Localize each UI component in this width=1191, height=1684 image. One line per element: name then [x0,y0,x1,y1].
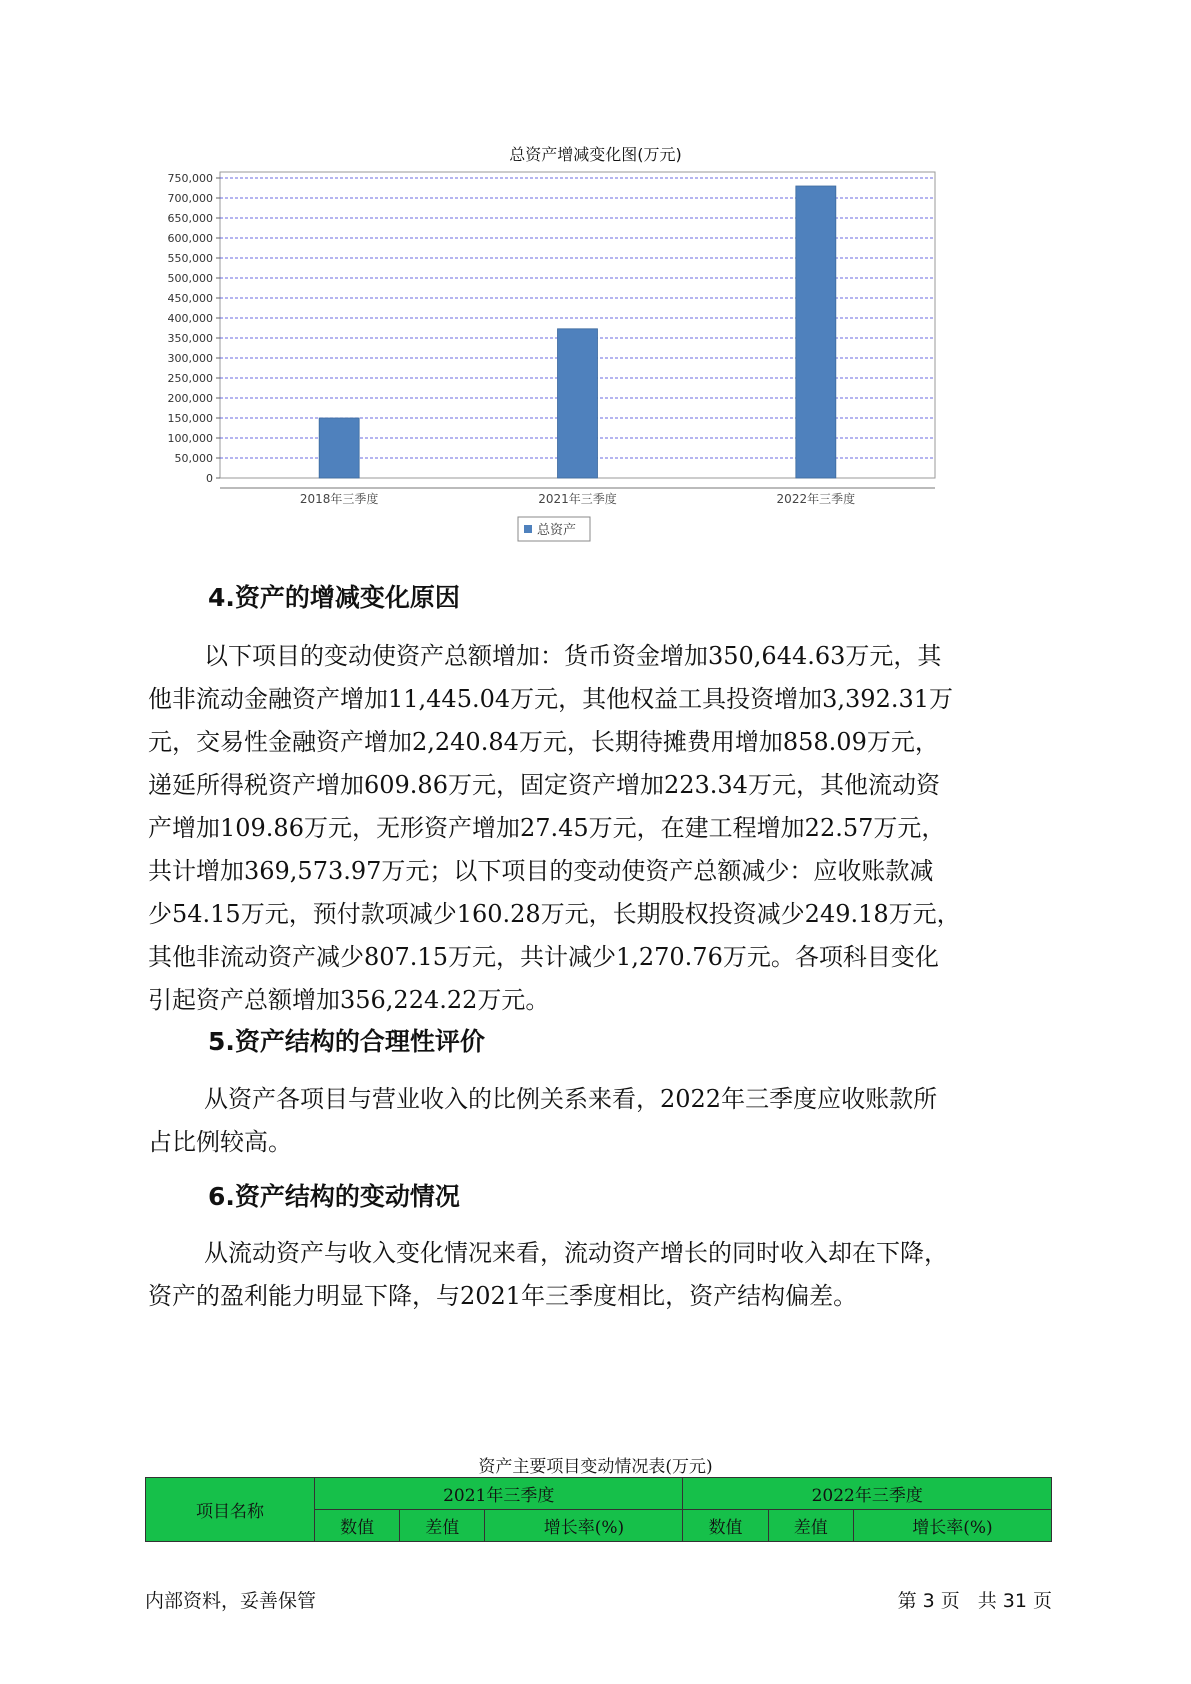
total-pages: 31 [1002,1590,1027,1612]
table-header-period-2021: 2021年三季度 [315,1478,683,1510]
page-label-mid: 页 [940,1590,960,1612]
legend-swatch [524,525,532,533]
asset-change-table [145,1477,1052,1542]
y-tick-label: 750,000 [167,172,213,185]
legend-label: 总资产 [537,523,577,538]
table-header-item-name: 项目名称 [146,1478,315,1542]
section6-line: 从流动资产与收入变化情况来看，流动资产增长的同时收入却在下降， [204,1239,948,1267]
table-subheader-growth: 增长率(%) [485,1510,683,1542]
table-subheader-diff: 差值 [400,1510,485,1542]
footer-confidential-note: 内部资料，妥善保管 [145,1590,317,1612]
y-tick-label: 350,000 [167,332,213,345]
total-label: 共 [977,1590,997,1612]
section-4-paragraph [148,635,1048,1022]
bar [319,418,359,478]
section4-line: 共计增加369,573.97万元；以下项目的变动使资产总额减少：应收账款减 [148,857,934,885]
page-number: 3 [922,1590,935,1612]
total-suffix: 页 [1032,1590,1052,1612]
y-tick-label: 100,000 [167,432,213,445]
x-tick-label: 2022年三季度 [776,492,856,506]
table-title: 资产主要项目变动情况表(万元) [478,1457,713,1477]
y-tick-label: 500,000 [167,272,213,285]
bar [796,186,836,478]
page-label-prefix: 第 [897,1590,917,1612]
y-tick-label: 400,000 [167,312,213,325]
section4-line: 递延所得税资产增加609.86万元，固定资产增加223.34万元，其他流动资 [148,771,940,799]
table-subheader-value: 数值 [683,1510,768,1542]
x-tick-label: 2021年三季度 [538,492,617,506]
section4-line: 以下项目的变动使资产总额增加：货币资金增加350,644.63万元，其 [204,642,942,670]
section-4-heading: 4.资产的增减变化原因 [208,583,460,612]
y-tick-label: 600,000 [167,232,213,245]
y-tick-label: 150,000 [167,412,213,425]
table-subheader-growth: 增长率(%) [853,1510,1051,1542]
y-tick-label: 300,000 [167,352,213,365]
section-6-heading: 6.资产结构的变动情况 [208,1182,460,1211]
section4-line: 他非流动金融资产增加11,445.04万元，其他权益工具投资增加3,392.31万 [148,685,954,713]
y-tick-label: 50,000 [174,452,213,465]
section6-line: 资产的盈利能力明显下降，与2021年三季度相比，资产结构偏差。 [148,1282,858,1310]
section5-line: 占比例较高。 [148,1128,292,1156]
total-assets-bar-chart [150,170,950,550]
section4-line: 引起资产总额增加356,224.22万元。 [148,986,550,1014]
x-tick-label: 2018年三季度 [299,492,379,506]
chart-title: 总资产增减变化图(万元) [509,145,682,164]
section4-line: 元，交易性金融资产增加2,240.84万元，长期待摊费用增加858.09万元， [148,728,939,756]
y-tick-label: 450,000 [167,292,213,305]
section5-line: 从资产各项目与营业收入的比例关系来看，2022年三季度应收账款所 [204,1085,938,1113]
bar [558,329,598,478]
footer-page-number [892,1586,1052,1613]
section4-line: 其他非流动资产减少807.15万元，共计减少1,270.76万元。各项科目变化 [148,943,939,971]
table-header-period-2022: 2022年三季度 [683,1478,1052,1510]
y-tick-label: 650,000 [167,212,213,225]
y-tick-label: 700,000 [167,192,213,205]
section4-line: 产增加109.86万元，无形资产增加27.45万元，在建工程增加22.57万元， [148,814,946,842]
y-tick-label: 0 [206,472,213,485]
y-tick-label: 200,000 [167,392,213,405]
section4-line: 少54.15万元，预付款项减少160.28万元，长期股权投资减少249.18万元， [148,900,961,928]
y-tick-label: 550,000 [167,252,213,265]
table-subheader-diff: 差值 [768,1510,853,1542]
section-6-paragraph [148,1232,1048,1318]
table-subheader-value: 数值 [315,1510,400,1542]
section-5-paragraph [148,1078,1048,1164]
y-tick-label: 250,000 [167,372,213,385]
section-5-heading: 5.资产结构的合理性评价 [208,1027,485,1056]
